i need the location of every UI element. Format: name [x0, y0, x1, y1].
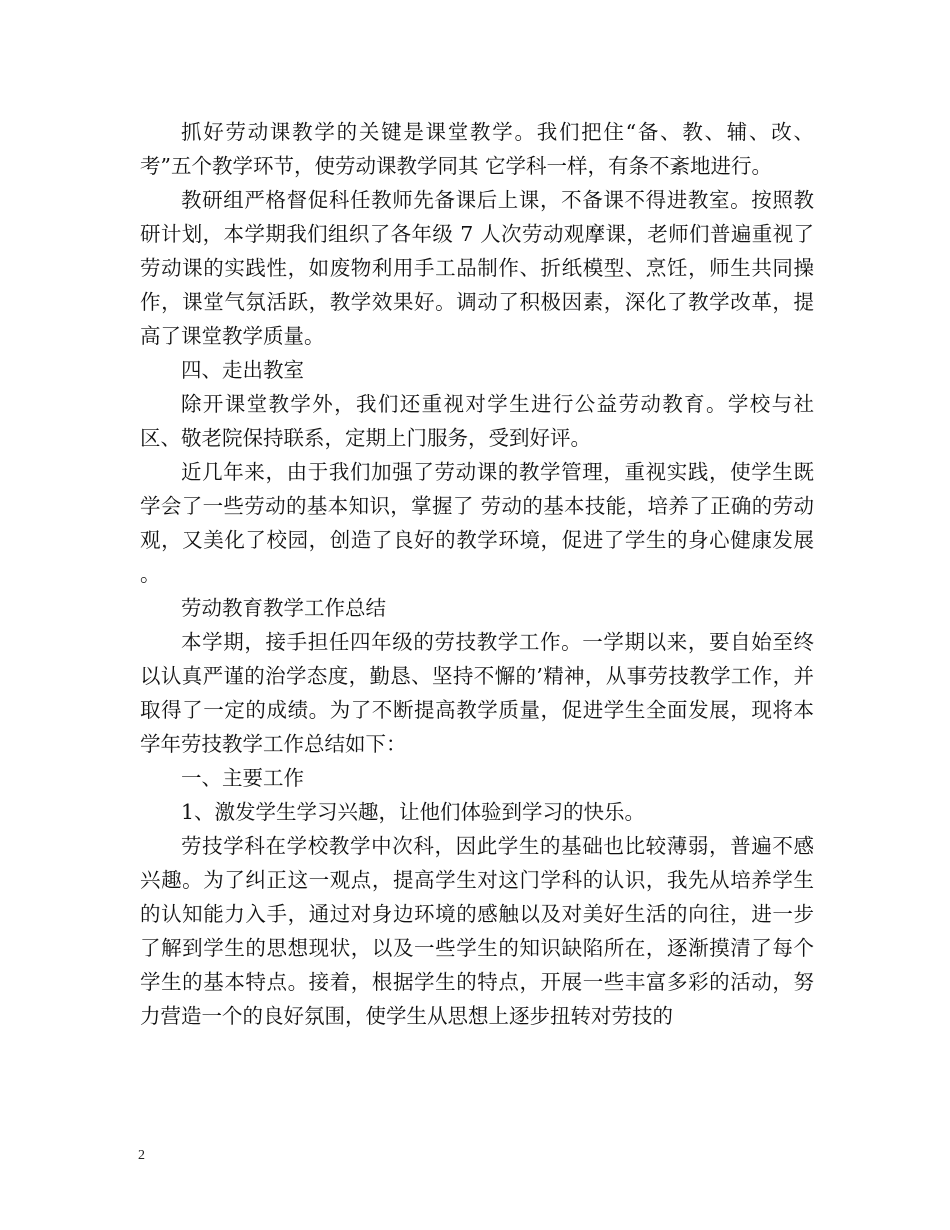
paragraph: 劳技学科在学校教学中次科，因此学生的基础也比较薄弱，普遍不感兴趣。为了纠正这一观点，提高学生对这门学科的认识，我先从培养学生的认知能力入手，通过对身边环境的感触以及对美好生活的向往，进一步了解到学生的思想现状，以及一些学生的知识缺陷所在，逐渐摸清了每个学生的基本特点。接着，根据学生的特点，开展一些丰富多彩的活动，努力营造一个的良好氛围，使学生从思想上逐步扭转对劳技的	[140, 834, 814, 1028]
section-heading: 四、走出教室	[181, 358, 304, 382]
paragraph: 抓好劳动课教学的关键是课堂教学。我们把住“备、教、辅、改、考”五个教学环节，使劳动课教学同其 它学科一样，有条不紊地进行。	[140, 120, 814, 178]
document-title: 劳动教育教学工作总结	[181, 596, 386, 620]
paragraph: 除开课堂教学外，我们还重视对学生进行公益劳动教育。学校与社区、敬老院保持联系，定期上门服务，受到好评。	[140, 392, 814, 450]
page-number: 2	[138, 1148, 145, 1163]
document-body	[140, 115, 814, 1033]
paragraph: 教研组严格督促科任教师先备课后上课，不备课不得进教室。按照教研计划，本学期我们组织了各年级 7 人次劳动观摩课，老师们普遍重视了劳动课的实践性，如废物利用手工品制作、折纸模型、烹饪，师生共同操作，课堂气氛活跃，教学效果好。调动了积极因素，深化了教学改革，提高了课堂教学质量。	[140, 188, 814, 348]
subsection-heading: 1、激发学生学习兴趣，让他们体验到学习的快乐。	[181, 800, 646, 824]
paragraph: 近几年来，由于我们加强了劳动课的教学管理，重视实践，使学生既学会了一些劳动的基本知识，掌握了 劳动的基本技能，培养了正确的劳动观，又美化了校园，创造了良好的教学环境，促进了学生的身心健康发展 。	[140, 460, 814, 586]
paragraph: 本学期，接手担任四年级的劳技教学工作。一学期以来，要自始至终以认真严谨的治学态度，勤恳、坚持不懈的’精神，从事劳技教学工作，并取得了一定的成绩。为了不断提高教学质量，促进学生全面发展，现将本学年劳技教学工作总结如下：	[140, 630, 814, 756]
section-heading: 一、主要工作	[181, 766, 304, 790]
